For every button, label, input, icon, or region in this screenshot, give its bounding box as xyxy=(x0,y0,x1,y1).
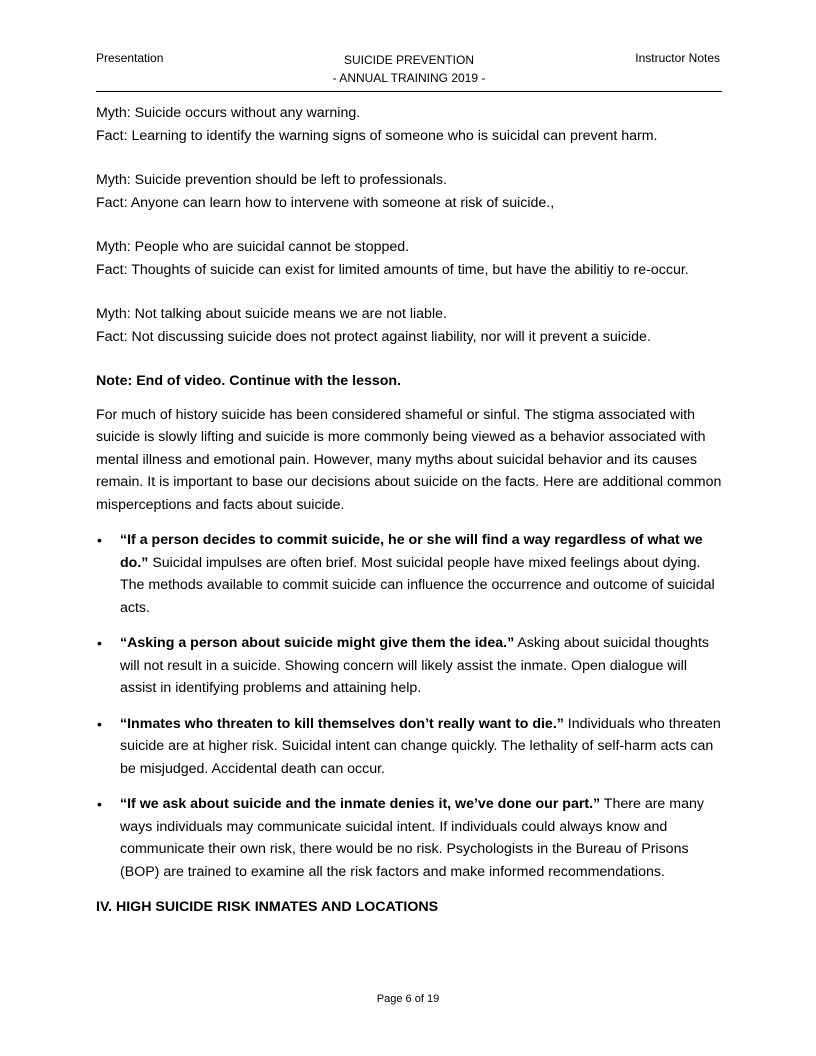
misperception-explanation: There are many ways individuals may communicate suicidal intent. If individuals could always know and communicate their own risk, there would be no risk. Psychologists in the Bureau of Prisons (BOP) are trained to examine all the risk factors and make informed recommendations. xyxy=(120,796,704,880)
header-left: Presentation xyxy=(96,51,164,65)
list-item xyxy=(96,632,722,700)
video-note: Note: End of video. Continue with the lesson. xyxy=(96,373,402,389)
misperception-quote: “If we ask about suicide and the inmate denies it, we’ve done our part.” xyxy=(120,796,601,812)
bullet-icon: • xyxy=(97,635,102,651)
fact-text: Fact: Anyone can learn how to intervene with someone at risk of suicide., xyxy=(96,194,555,211)
myth-fact-4 xyxy=(96,303,722,348)
bullet-icon: • xyxy=(97,532,102,548)
fact-text: Fact: Learning to identify the warning signs of someone who is suicidal can prevent harm. xyxy=(96,127,658,144)
misperception-explanation: Individuals who threaten suicide are at higher risk. Suicidal intent can change quickly. The lethality of self-harm acts can be misjudged. Accidental death can occur. xyxy=(120,715,721,777)
fact-text: Fact: Thoughts of suicide can exist for limited amounts of time, but have the abilitiy to re-occur. xyxy=(96,261,689,278)
myth-text: Myth: Suicide prevention should be left to professionals. xyxy=(96,172,447,188)
header-title-line1: SUICIDE PREVENTION xyxy=(343,53,475,67)
misperception-quote: “Inmates who threaten to kill themselves don’t really want to die.” xyxy=(120,715,564,732)
myth-text: Myth: People who are suicidal cannot be stopped. xyxy=(96,239,410,255)
bullet-icon: • xyxy=(97,796,102,812)
list-item xyxy=(96,793,722,883)
myth-text: Myth: Suicide occurs without any warning. xyxy=(96,105,361,121)
intro-paragraph: For much of history suicide has been considered shameful or sinful. The stigma associated with suicide is slowly lifting and suicide is more commonly being viewed as a behavior associated with mental illness and emotional pain. However, many myths about suicidal behavior and its causes remain. It is important to base our decisions about suicide on the facts. Here are additional common misperceptions and facts about suicide. xyxy=(96,406,722,513)
misperception-quote: “Asking a person about suicide might give them the idea.” xyxy=(120,635,515,651)
header-title xyxy=(96,51,722,87)
header-right: Instructor Notes xyxy=(635,51,720,65)
header-title-line2: - ANNUAL TRAINING 2019 - xyxy=(332,71,486,85)
myth-fact-2 xyxy=(96,169,722,214)
myth-text: Myth: Not talking about suicide means we are not liable. xyxy=(96,306,447,322)
page-body xyxy=(96,102,722,919)
section-heading: IV. HIGH SUICIDE RISK INMATES AND LOCATIONS xyxy=(96,899,439,915)
misperception-quote: “If a person decides to commit suicide, he or she will find a way regardless of what we do.” xyxy=(120,532,703,571)
list-item xyxy=(96,529,722,619)
page-header xyxy=(96,48,722,92)
myth-fact-1 xyxy=(96,102,722,147)
bullet-icon: • xyxy=(97,715,102,732)
fact-text: Fact: Not discussing suicide does not protect against liability, nor will it prevent a suicide. xyxy=(96,328,651,345)
myth-fact-3 xyxy=(96,236,722,281)
misperception-explanation: Suicidal impulses are often brief. Most suicidal people have mixed feelings about dying. The methods available to commit suicide can influence the occurrence and outcome of suicidal acts. xyxy=(120,554,715,616)
misperception-list xyxy=(96,529,722,883)
page-number: Page 6 of 19 xyxy=(376,993,440,1005)
list-item xyxy=(96,713,722,781)
misperception-explanation: Asking about suicidal thoughts will not result in a suicide. Showing concern will likely assist the inmate. Open dialogue will assist in identifying problems and attaining help. xyxy=(120,635,709,696)
